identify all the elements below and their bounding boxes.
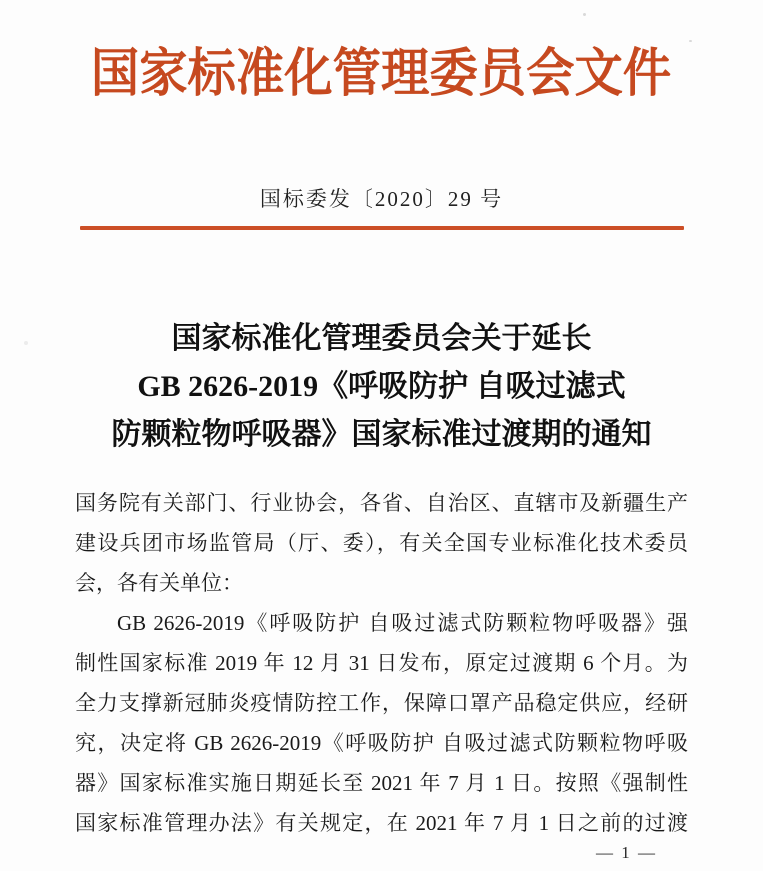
red-separator-rule	[80, 226, 684, 230]
letterhead-title-text: 国家标准化管理委员会文件	[91, 46, 672, 103]
notice-title-line-3: 防颗粒物呼吸器》国家标准过渡期的通知	[111, 418, 652, 451]
paragraph-line: 国家标准管理办法》有关规定，在 2021 年 7 月 1 日之前的过渡	[75, 811, 688, 835]
document-number: 国标委发〔2020〕29 号	[259, 187, 504, 211]
paragraph-line: GB 2626-2019《呼吸防护 自吸过滤式防颗粒物呼吸器》强	[117, 611, 688, 635]
salutation-line: 建设兵团市场监管局（厅、委），有关全国专业标准化技术委员	[75, 531, 688, 555]
salutation-line: 国务院有关部门、行业协会，各省、自治区、直辖市及新疆生产	[75, 491, 688, 515]
notice-title	[0, 315, 763, 459]
scan-artifact	[583, 13, 586, 16]
paragraph-line: 究，决定将 GB 2626-2019《呼吸防护 自吸过滤式防颗粒物呼吸	[75, 731, 688, 755]
letterhead-title	[0, 0, 763, 108]
notice-title-line-1: 国家标准化管理委员会关于延长	[171, 322, 592, 355]
notice-body	[75, 483, 688, 843]
notice-title-line-2: GB 2626-2019《呼吸防护 自吸过滤式	[137, 370, 626, 403]
salutation-line: 会，各有关单位：	[75, 571, 243, 595]
scan-artifact	[24, 341, 28, 345]
paragraph-line: 器》国家标准实施日期延长至 2021 年 7 月 1 日。按照《强制性	[75, 771, 688, 795]
paragraph-line: 制性国家标准 2019 年 12 月 31 日发布，原定过渡期 6 个月。为	[75, 651, 688, 675]
paragraph-line: 全力支撑新冠肺炎疫情防控工作，保障口罩产品稳定供应，经研	[75, 691, 688, 715]
page-number: — 1 —	[596, 843, 657, 862]
scan-artifact	[689, 40, 692, 42]
